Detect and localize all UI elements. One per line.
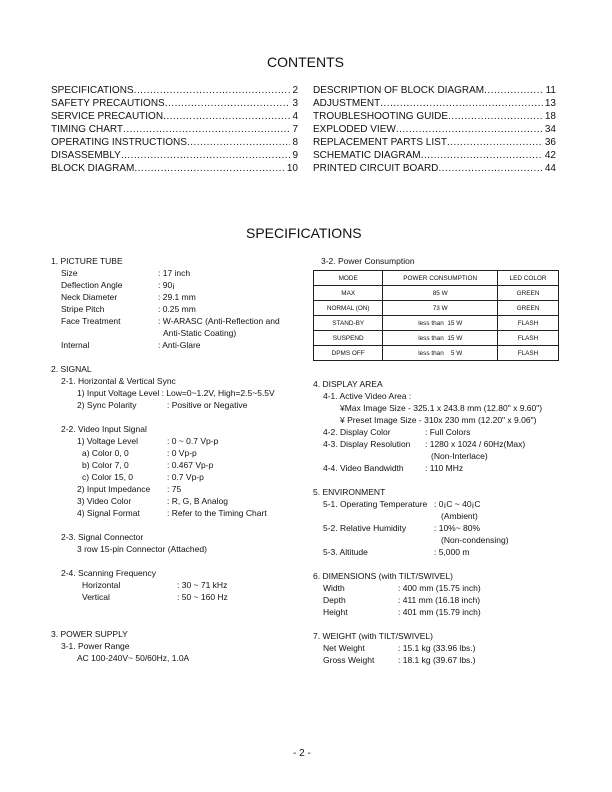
display-color-value: : Full Colors [425, 427, 471, 437]
contents-entry[interactable] [51, 136, 298, 149]
contents-entry-page: 9 [292, 150, 298, 161]
color150-value: : 0.7 Vp-p [167, 472, 204, 482]
dot-leader [421, 149, 543, 162]
contents-entry[interactable] [51, 123, 298, 136]
contents-entry[interactable] [313, 84, 556, 97]
color70-label: b) Color 7, 0 [82, 460, 129, 470]
face-label: Face Treatment [61, 316, 121, 326]
neck-value: : 29.1 mm [158, 292, 196, 302]
dot-leader [380, 97, 543, 110]
max-image-size: ¥Max Image Size - 325.1 x 243.8 mm (12.80" x 9.60") [340, 403, 543, 413]
table-cell: GREEN [498, 301, 559, 316]
contents-title: CONTENTS [267, 54, 344, 70]
power-supply-heading: 3. POWER SUPPLY [51, 629, 128, 639]
contents-entry-page: 8 [292, 137, 298, 148]
humidity-value-2: (Non-condensing) [441, 535, 509, 545]
contents-entry[interactable] [51, 110, 298, 123]
table-cell: MAX [314, 286, 383, 301]
video-color-value: : R, G, B Analog [167, 496, 228, 506]
sync-polarity-label: 2) Sync Polarity [77, 400, 137, 410]
temperature-value: : 0¡C ~ 40¡C [434, 499, 481, 509]
contents-entry-page: 13 [544, 98, 556, 109]
table-row [314, 286, 559, 301]
table-row [314, 331, 559, 346]
table-cell: 85 W [383, 286, 498, 301]
stripe-label: Stripe Pitch [61, 304, 105, 314]
video-color-label: 3) Video Color [77, 496, 132, 506]
contents-entry-page: 11 [545, 85, 556, 96]
face-value: : W-ARASC (Anti-Reflection and [158, 316, 280, 326]
contents-entry-label: EXPLODED VIEW [313, 124, 396, 135]
dot-leader [163, 110, 290, 123]
power-range-value: AC 100-240V~ 50/60Hz, 1.0A [77, 653, 190, 663]
contents-entry-label: TIMING CHART [51, 124, 124, 135]
page-number: - 2 - [293, 748, 311, 759]
contents-entry[interactable] [313, 123, 556, 136]
contents-entry-page: 7 [292, 124, 298, 135]
temperature-value-2: (Ambient) [441, 511, 478, 521]
picture-tube-heading: 1. PICTURE TUBE [51, 256, 123, 266]
contents-entry-label: OPERATING INSTRUCTIONS [51, 137, 187, 148]
bandwidth-value: : 110 MHz [425, 463, 464, 473]
contents-entry-label: DISASSEMBLY [51, 150, 121, 161]
specifications-title: SPECIFICATIONS [246, 225, 362, 241]
neck-label: Neck Diameter [61, 292, 118, 302]
sync-heading: 2-1. Horizontal & Vertical Sync [61, 376, 176, 386]
horizontal-value: : 30 ~ 71 kHz [177, 580, 228, 590]
gross-weight-label: Gross Weight [323, 655, 375, 665]
table-row [314, 301, 559, 316]
dot-leader [448, 110, 543, 123]
gross-weight-value: : 18.1 kg (39.67 lbs.) [398, 655, 476, 665]
contents-entry[interactable] [313, 136, 556, 149]
contents-entry-label: TROUBLESHOOTING GUIDE [313, 111, 449, 122]
dot-leader [447, 136, 543, 149]
contents-entry[interactable] [51, 84, 298, 97]
stripe-value: : 0.25 mm [158, 304, 196, 314]
voltage-level-label: 1) Voltage Level [77, 436, 138, 446]
scanning-heading: 2-4. Scanning Frequency [61, 568, 156, 578]
dot-leader [134, 84, 291, 97]
table-cell: FLASH [498, 316, 559, 331]
deflection-label: Deflection Angle [61, 280, 123, 290]
dot-leader [484, 84, 543, 97]
depth-value: : 411 mm (16.18 inch) [398, 595, 481, 605]
contents-entry-label: SAFETY PRECAUTIONS [51, 98, 165, 109]
preset-image-size: ¥ Preset Image Size - 310x 230 mm (12.20" x 9.06") [340, 415, 537, 425]
table-header-cell: MODE [314, 271, 383, 286]
height-label: Height [323, 607, 348, 617]
color70-value: : 0.467 Vp-p [167, 460, 214, 470]
dot-leader [396, 123, 543, 136]
power-consumption-table [313, 270, 559, 361]
dimensions-heading: 6. DIMENSIONS (with TILT/SWIVEL) [313, 571, 453, 581]
contents-entry[interactable] [313, 149, 556, 162]
table-cell: FLASH [498, 331, 559, 346]
dot-leader [121, 149, 291, 162]
contents-entry[interactable] [51, 97, 298, 110]
width-value: : 400 mm (15.75 inch) [398, 583, 481, 593]
contents-entry-page: 3 [292, 98, 298, 109]
humidity-value: : 10%~ 80% [434, 523, 481, 533]
impedance-value: : 75 [167, 484, 182, 494]
contents-entry-label: DESCRIPTION OF BLOCK DIAGRAM [313, 85, 485, 96]
dot-leader [123, 123, 290, 136]
dot-leader [438, 162, 542, 175]
color150-label: c) Color 15, 0 [82, 472, 134, 482]
vertical-value: : 50 ~ 160 Hz [177, 592, 228, 602]
contents-entry[interactable] [51, 149, 298, 162]
table-cell: SUSPEND [314, 331, 383, 346]
impedance-label: 2) Input Impedance [77, 484, 151, 494]
table-row [314, 316, 559, 331]
resolution-label: 4-3. Display Resolution [323, 439, 411, 449]
deflection-value: : 90¡ [158, 280, 176, 290]
table-cell: less than 15 W [383, 316, 498, 331]
table-header-cell: POWER CONSUMPTION [383, 271, 498, 286]
vertical-label: Vertical [82, 592, 110, 602]
internal-value: : Anti-Glare [158, 340, 201, 350]
contents-entry-page: 42 [544, 150, 556, 161]
contents-entry-label: SCHEMATIC DIAGRAM [313, 150, 421, 161]
net-weight-label: Net Weight [323, 643, 365, 653]
horizontal-label: Horizontal [82, 580, 121, 590]
color00-label: a) Color 0, 0 [82, 448, 129, 458]
signal-heading: 2. SIGNAL [51, 364, 92, 374]
altitude-label: 5-3. Altitude [323, 547, 368, 557]
connector-heading: 2-3. Signal Connector [61, 532, 144, 542]
table-header-row [314, 271, 559, 286]
table-cell: STAND-BY [314, 316, 383, 331]
contents-entry-page: 2 [292, 85, 298, 96]
contents-entry-label: REPLACEMENT PARTS LIST [313, 137, 447, 148]
environment-heading: 5. ENVIRONMENT [313, 487, 386, 497]
face-value-2: Anti-Static Coating) [163, 328, 237, 338]
resolution-value-2: (Non-Interlace) [431, 451, 488, 461]
sync-input-level: 1) Input Voltage Level : Low=0~1.2V, High=2.5~5.5V [77, 388, 275, 398]
table-cell: less than 15 W [383, 331, 498, 346]
depth-label: Depth [323, 595, 346, 605]
contents-right-column [313, 84, 556, 175]
contents-entry[interactable] [51, 162, 298, 175]
resolution-value: : 1280 x 1024 / 60Hz(Max) [425, 439, 526, 449]
contents-entry-label: SPECIFICATIONS [51, 85, 134, 96]
table-row [314, 346, 559, 361]
table-cell: less than 5 W [383, 346, 498, 361]
bandwidth-label: 4-4. Video Bandwidth [323, 463, 404, 473]
sync-polarity-value: : Positive or Negative [167, 400, 248, 410]
table-cell: FLASH [498, 346, 559, 361]
altitude-value: : 5,000 m [434, 547, 470, 557]
table-cell: GREEN [498, 286, 559, 301]
color00-value: : 0 Vp-p [167, 448, 197, 458]
display-color-label: 4-2. Display Color [323, 427, 391, 437]
contents-left-column [51, 84, 298, 175]
signal-format-label: 4) Signal Format [77, 508, 140, 518]
contents-entry-page: 44 [544, 163, 556, 174]
internal-label: Internal [61, 340, 90, 350]
net-weight-value: : 15.1 kg (33.96 lbs.) [398, 643, 476, 653]
contents-entry-page: 10 [286, 163, 298, 174]
contents-entry-page: 34 [544, 124, 556, 135]
temperature-label: 5-1. Operating Temperature [323, 499, 428, 509]
video-heading: 2-2. Video Input Signal [61, 424, 147, 434]
display-area-heading: 4. DISPLAY AREA [313, 379, 383, 389]
weight-heading: 7. WEIGHT (with TILT/SWIVEL) [313, 631, 433, 641]
dot-leader [187, 136, 291, 149]
table-cell: 73 W [383, 301, 498, 316]
size-value: : 17 inch [158, 268, 191, 278]
contents-entry-page: 36 [544, 137, 556, 148]
active-area-heading: 4-1. Active Video Area : [323, 391, 412, 401]
contents-entry-page: 18 [544, 111, 556, 122]
contents-entry-label: SERVICE PRECAUTION [51, 111, 164, 122]
contents-entry-label: ADJUSTMENT [313, 98, 381, 109]
dot-leader [165, 97, 291, 110]
table-cell: DPMS OFF [314, 346, 383, 361]
power-consumption-heading: 3-2. Power Consumption [321, 256, 415, 266]
size-label: Size [61, 268, 78, 278]
connector-value: 3 row 15-pin Connector (Attached) [77, 544, 207, 554]
contents-entry[interactable] [313, 97, 556, 110]
table-header-cell: LED COLOR [498, 271, 559, 286]
height-value: : 401 mm (15.79 inch) [398, 607, 481, 617]
width-label: Width [323, 583, 345, 593]
dot-leader [134, 162, 285, 175]
contents-entry-label: PRINTED CIRCUIT BOARD [313, 163, 439, 174]
humidity-label: 5-2. Relative Humidity [323, 523, 407, 533]
contents-entry[interactable] [313, 162, 556, 175]
contents-entry[interactable] [313, 110, 556, 123]
power-range-heading: 3-1. Power Range [61, 641, 130, 651]
signal-format-value: : Refer to the Timing Chart [167, 508, 267, 518]
table-cell: NORMAL (ON) [314, 301, 383, 316]
contents-entry-label: BLOCK DIAGRAM [51, 163, 135, 174]
voltage-level-value: : 0 ~ 0.7 Vp-p [167, 436, 219, 446]
contents-entry-page: 4 [292, 111, 298, 122]
